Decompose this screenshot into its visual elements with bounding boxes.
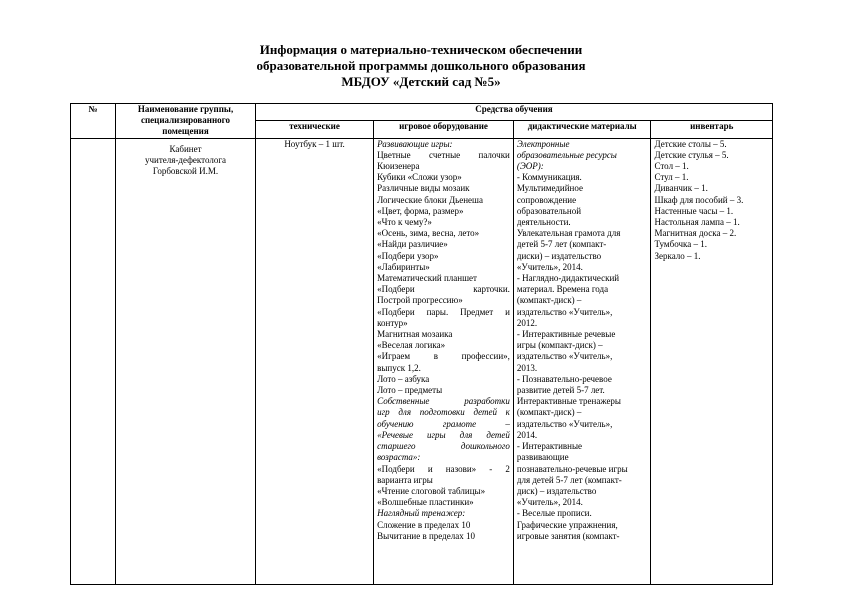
didactic-material-line: - Коммуникация. bbox=[516, 172, 582, 183]
title-line: МБДОУ «Детский сад №5» bbox=[341, 74, 501, 89]
didactic-material-line: издательство «Учитель», bbox=[516, 351, 613, 362]
didactic-material-line: 2014. bbox=[516, 429, 538, 440]
didactic-material-line: - Веселые прописи. bbox=[516, 508, 592, 519]
header-inventory: инвентарь bbox=[651, 121, 773, 138]
technical-item: Ноутбук – 1 шт. bbox=[284, 138, 345, 149]
didactic-material-line: издательство «Учитель», bbox=[516, 418, 613, 429]
didactic-material-line: образовательные ресурсы bbox=[516, 149, 617, 160]
didactic-material-line: деятельности. bbox=[516, 217, 571, 228]
inventory-item: Зеркало – 1. bbox=[654, 250, 701, 261]
didactic-material-line: издательство «Учитель», bbox=[516, 306, 613, 317]
game-equipment-line: «Осень, зима, весна, лето» bbox=[377, 228, 480, 239]
game-equipment-line: обучению грамоте – bbox=[377, 418, 510, 429]
inventory-item: Детские стулья – 5. bbox=[654, 149, 729, 160]
cell-room-name bbox=[116, 138, 256, 584]
game-equipment-line: Лото – предметы bbox=[377, 385, 443, 396]
room-name-line: учителя-дефектолога bbox=[144, 154, 227, 165]
didactic-material-line: (ЭОР): bbox=[516, 161, 544, 172]
game-equipment-line: «Чтение слоговой таблицы» bbox=[377, 485, 486, 496]
didactic-material-line: «Учитель», 2014. bbox=[516, 261, 583, 272]
game-equipment-line: контур» bbox=[377, 317, 408, 328]
didactic-material-line: игры (компакт-диск) – bbox=[516, 340, 603, 351]
game-equipment-line: Лото – азбука bbox=[377, 373, 430, 384]
game-equipment-line: «Играем в профессии», bbox=[377, 351, 510, 362]
game-equipment-line: «Речевые игры для детей bbox=[377, 429, 510, 440]
game-equipment-line: «Что к чему?» bbox=[377, 217, 432, 228]
game-equipment-line: Различные виды мозаик bbox=[377, 183, 470, 194]
game-equipment-line: «Подбери узор» bbox=[377, 250, 439, 261]
game-equipment-line: «Волшебные пластинки» bbox=[377, 497, 474, 508]
game-equipment-line: «Подбери пары. Предмет и bbox=[377, 306, 510, 317]
room-name-line: Кабинет bbox=[169, 143, 202, 154]
game-equipment-line: возраста»: bbox=[377, 452, 421, 463]
game-equipment-line: Развивающие игры: bbox=[377, 138, 453, 149]
didactic-material-line: игровые занятия (компакт- bbox=[516, 530, 620, 541]
game-equipment-line: Математический планшет bbox=[377, 273, 477, 284]
cell-num bbox=[71, 138, 116, 584]
game-equipment-line: «Подбери и назови» - 2 bbox=[377, 463, 510, 474]
didactic-material-line: диски) – издательство bbox=[516, 250, 602, 261]
inventory-item: Магнитная доска – 2. bbox=[654, 228, 737, 239]
game-equipment-line: «Веселая логика» bbox=[377, 340, 446, 351]
didactic-material-line: Мультимедийное bbox=[516, 183, 583, 194]
game-equipment-line: «Найди различие» bbox=[377, 239, 448, 250]
document-title bbox=[0, 42, 842, 90]
didactic-material-line: 2012. bbox=[516, 317, 538, 328]
inventory-item: Шкаф для пособий – 3. bbox=[654, 194, 744, 205]
didactic-material-line: материал. Времена года bbox=[516, 284, 609, 295]
inventory-item: Детские столы – 5. bbox=[654, 138, 727, 149]
equipment-table bbox=[70, 103, 773, 585]
game-equipment-line: «Цвет, форма, размер» bbox=[377, 205, 464, 216]
didactic-material-line: - Наглядно-дидактический bbox=[516, 273, 620, 284]
inventory-item: Диванчик – 1. bbox=[654, 183, 708, 194]
didactic-material-line: развивающие bbox=[516, 452, 569, 463]
didactic-material-line: познавательно-речевые игры bbox=[516, 463, 628, 474]
game-equipment-line: выпуск 1,2. bbox=[377, 362, 421, 373]
game-equipment-line: старшего дошкольного bbox=[377, 441, 510, 452]
didactic-material-line: Графические упражнения, bbox=[516, 519, 618, 530]
game-equipment-line: Кубики «Сложи узор» bbox=[377, 172, 462, 183]
game-equipment-line: Логические блоки Дьенеша bbox=[377, 194, 483, 205]
didactic-material-line: Интерактивные тренажеры bbox=[516, 396, 621, 407]
title-line: Информация о материально-техническом обеспечении bbox=[259, 42, 583, 57]
didactic-material-line: для детей 5-7 лет (компакт- bbox=[516, 474, 622, 485]
game-equipment-line: игр для подготовки детей к bbox=[377, 407, 510, 418]
didactic-material-line: - Познавательно-речевое bbox=[516, 373, 612, 384]
title-line: образовательной программы дошкольного образования bbox=[256, 58, 586, 73]
didactic-material-line: диск) – издательство bbox=[516, 485, 597, 496]
game-equipment-line: Собственные разработки bbox=[377, 396, 510, 407]
table-row bbox=[71, 138, 773, 584]
didactic-material-line: - Интерактивные bbox=[516, 441, 582, 452]
game-equipment-line: Наглядный тренажер: bbox=[377, 508, 466, 519]
header-didactic: дидактические материалы bbox=[513, 121, 651, 138]
inventory-item: Стол – 1. bbox=[654, 161, 689, 172]
game-equipment-line: «Подбери карточки. bbox=[377, 284, 510, 295]
didactic-material-line: сопровождение bbox=[516, 194, 577, 205]
inventory-item: Настольная лампа – 1. bbox=[654, 217, 740, 228]
didactic-material-line: (компакт-диск) – bbox=[516, 407, 582, 418]
inventory-item: Настенные часы – 1. bbox=[654, 205, 734, 216]
didactic-material-line: развитие детей 5-7 лет. bbox=[516, 385, 605, 396]
game-equipment-line: «Лабиринты» bbox=[377, 261, 430, 272]
inventory-item: Стул – 1. bbox=[654, 172, 689, 183]
inventory-item: Тумбочка – 1. bbox=[654, 239, 707, 250]
cell-inventory bbox=[651, 138, 773, 584]
game-equipment-line: варианта игры bbox=[377, 474, 433, 485]
didactic-material-line: - Интерактивные речевые bbox=[516, 329, 616, 340]
game-equipment-line: Вычитание в пределах 10 bbox=[377, 530, 475, 541]
didactic-material-line: детей 5-7 лет (компакт- bbox=[516, 239, 607, 250]
header-num: № bbox=[71, 104, 116, 139]
header-row bbox=[71, 104, 773, 121]
cell-technical bbox=[255, 138, 373, 584]
didactic-material-line: Электронные bbox=[516, 138, 570, 149]
header-name: Наименование группы, специализированного помещения bbox=[116, 104, 256, 139]
header-means: Средства обучения bbox=[255, 104, 772, 121]
cell-game bbox=[374, 138, 514, 584]
header-game: игровое оборудование bbox=[374, 121, 514, 138]
game-equipment-line: Кюизенера bbox=[377, 161, 420, 172]
game-equipment-line: Магнитная мозаика bbox=[377, 329, 453, 340]
didactic-material-line: 2013. bbox=[516, 362, 538, 373]
didactic-material-line: (компакт-диск) – bbox=[516, 295, 582, 306]
game-equipment-line: Цветные счетные палочки bbox=[377, 149, 510, 160]
didactic-material-line: образовательной bbox=[516, 205, 582, 216]
didactic-material-line: Увлекательная грамота для bbox=[516, 228, 621, 239]
header-technical: технические bbox=[255, 121, 373, 138]
game-equipment-line: Построй прогрессию» bbox=[377, 295, 463, 306]
didactic-material-line: «Учитель», 2014. bbox=[516, 497, 583, 508]
cell-didactic bbox=[513, 138, 651, 584]
room-name-line: Горбовской И.М. bbox=[152, 166, 219, 177]
game-equipment-line: Сложение в пределах 10 bbox=[377, 519, 471, 530]
